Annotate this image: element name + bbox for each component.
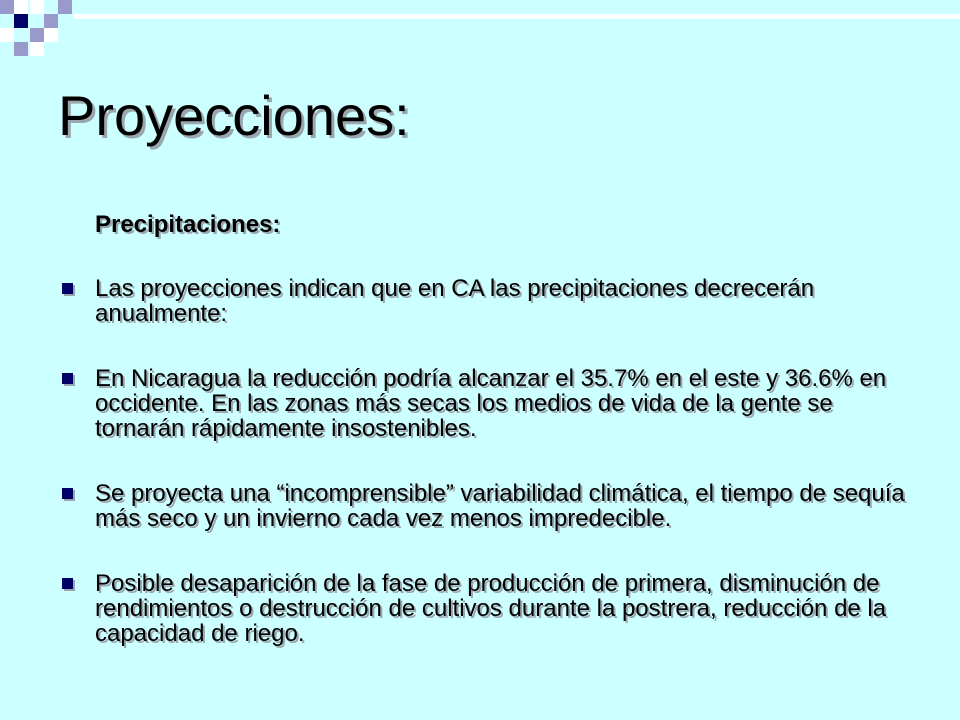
deco-square	[30, 42, 44, 56]
square-bullet-icon	[62, 578, 73, 589]
deco-square	[44, 14, 58, 28]
bullet-text: Posible desaparición de la fase de producción de primera, disminución de rendimientos o destrucción de cultivos durante la postrera, reducción de la capacidad de riego.	[95, 570, 887, 647]
square-bullet-icon	[62, 373, 73, 384]
deco-square	[0, 0, 14, 14]
bullet-text: En Nicaragua la reducción podría alcanzar el 35.7% en el este y 36.6% en occidente. En las zonas más secas los medios de vida de la gente se tornarán rápidamente insostenibles.	[95, 365, 887, 442]
square-bullet-icon	[62, 488, 73, 499]
deco-square	[30, 28, 44, 42]
bullet-text: Las proyecciones indican que en CA las precipitaciones decrecerán anualmente:	[95, 275, 815, 327]
bullet-text: Se proyecta una “incomprensible” variabilidad climática, el tiempo de sequía más seco y un invierno cada vez menos impredecible.	[95, 480, 905, 532]
slide-subtitle: Precipitaciones:	[95, 211, 281, 238]
deco-square	[14, 14, 28, 28]
deco-square	[14, 42, 28, 56]
deco-square	[14, 0, 28, 14]
deco-square	[30, 0, 44, 14]
top-divider-line	[74, 14, 960, 19]
deco-square	[44, 28, 58, 42]
slide-title: Proyecciones:	[58, 84, 410, 147]
square-bullet-icon	[62, 283, 73, 294]
deco-square	[58, 0, 72, 14]
deco-square	[0, 28, 14, 42]
